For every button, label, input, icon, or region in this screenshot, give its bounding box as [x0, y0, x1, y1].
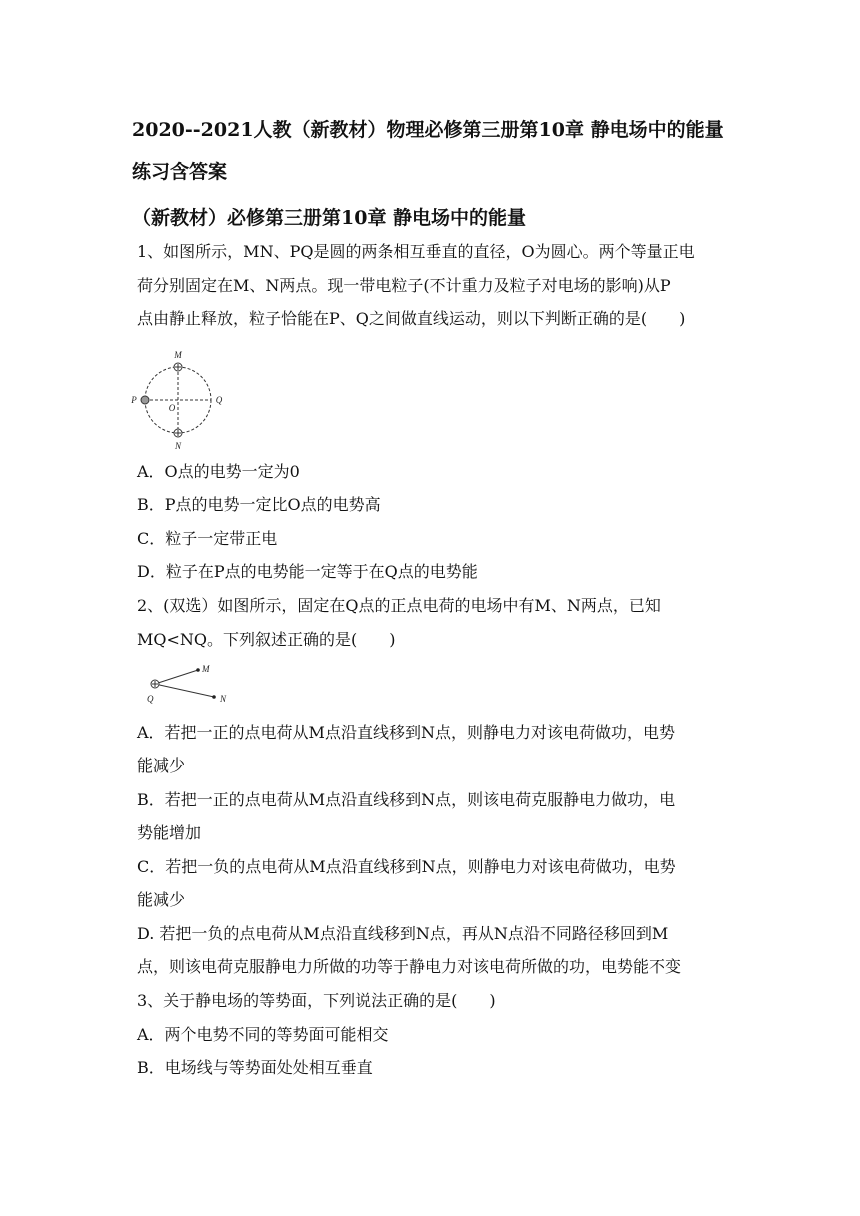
label-m: M	[174, 350, 182, 360]
document-title-line-1: 2020--2021人教（新教材）物理必修第三册第10章 静电场中的能量	[132, 119, 724, 141]
label-p: P	[131, 395, 137, 405]
q2-option-a-line-1: A．若把一正的点电荷从M点沿直线移到N点，则静电力对该电荷做功，电势	[137, 723, 675, 742]
point-m-icon	[196, 668, 200, 672]
charge-m-icon	[174, 363, 182, 371]
q3-option-b: B．电场线与等势面处处相互垂直	[137, 1058, 373, 1077]
q1-option-d: D．粒子在P点的电势能一定等于在Q点的电势能	[137, 562, 478, 581]
label-n: N	[174, 441, 182, 451]
label-m: M	[202, 664, 210, 674]
charge-n-icon	[174, 429, 182, 437]
q1-stem-line-3: 点由静止释放，粒子恰能在P、Q之间做直线运动，则以下判断正确的是( )	[137, 309, 686, 328]
q2-option-d-line-1: D. 若把一负的点电荷从M点沿直线移到N点，再从N点沿不同路径移回到M	[137, 924, 669, 943]
label-o: O	[168, 403, 176, 413]
document-title-line-2: 练习含答案	[132, 161, 228, 183]
q2-option-b-line-1: B．若把一正的点电荷从M点沿直线移到N点，则该电荷克服静电力做功，电	[137, 790, 676, 809]
q3-stem-line-1: 3、关于静电场的等势面，下列说法正确的是( )	[137, 991, 496, 1010]
line-qn	[155, 684, 214, 697]
q1-option-c: C．粒子一定带正电	[137, 529, 278, 548]
label-n: N	[220, 694, 227, 704]
line-qm	[155, 670, 198, 684]
label-q: Q	[147, 694, 154, 704]
q2-option-c-line-2: 能减少	[137, 890, 186, 909]
q1-circle-figure	[128, 346, 228, 454]
label-q: Q	[215, 395, 223, 405]
point-n-icon	[212, 695, 216, 699]
section-subtitle: （新教材）必修第三册第10章 静电场中的能量	[132, 207, 527, 229]
q2-option-c-line-1: C．若把一负的点电荷从M点沿直线移到N点，则静电力对该电荷做功，电势	[137, 857, 676, 876]
q1-stem-line-2: 荷分别固定在M、N两点。现一带电粒子(不计重力及粒子对电场的影响)从P	[137, 276, 671, 295]
q2-option-b-line-2: 势能增加	[137, 823, 202, 842]
q2-stem-line-1: 2、(双选）如图所示，固定在Q点的正点电荷的电场中有M、N两点，已知	[137, 596, 661, 615]
q3-option-a: A．两个电势不同的等势面可能相交	[137, 1025, 389, 1044]
q2-option-d-line-2: 点，则该电荷克服静电力所做的功等于静电力对该电荷所做的功，电势能不变	[137, 957, 682, 976]
q1-option-b: B．P点的电势一定比O点的电势高	[137, 495, 381, 514]
charge-q-icon	[151, 680, 159, 688]
q1-stem-line-1: 1、如图所示，MN、PQ是圆的两条相互垂直的直径，O为圆心。两个等量正电	[137, 242, 695, 261]
q2-stem-line-2: MQ<NQ。下列叙述正确的是( )	[137, 630, 396, 649]
q2-option-a-line-2: 能减少	[137, 756, 186, 775]
q1-option-a: A．O点的电势一定为0	[137, 462, 300, 481]
particle-p-icon	[141, 396, 149, 404]
q2-point-charge-figure	[140, 660, 240, 706]
